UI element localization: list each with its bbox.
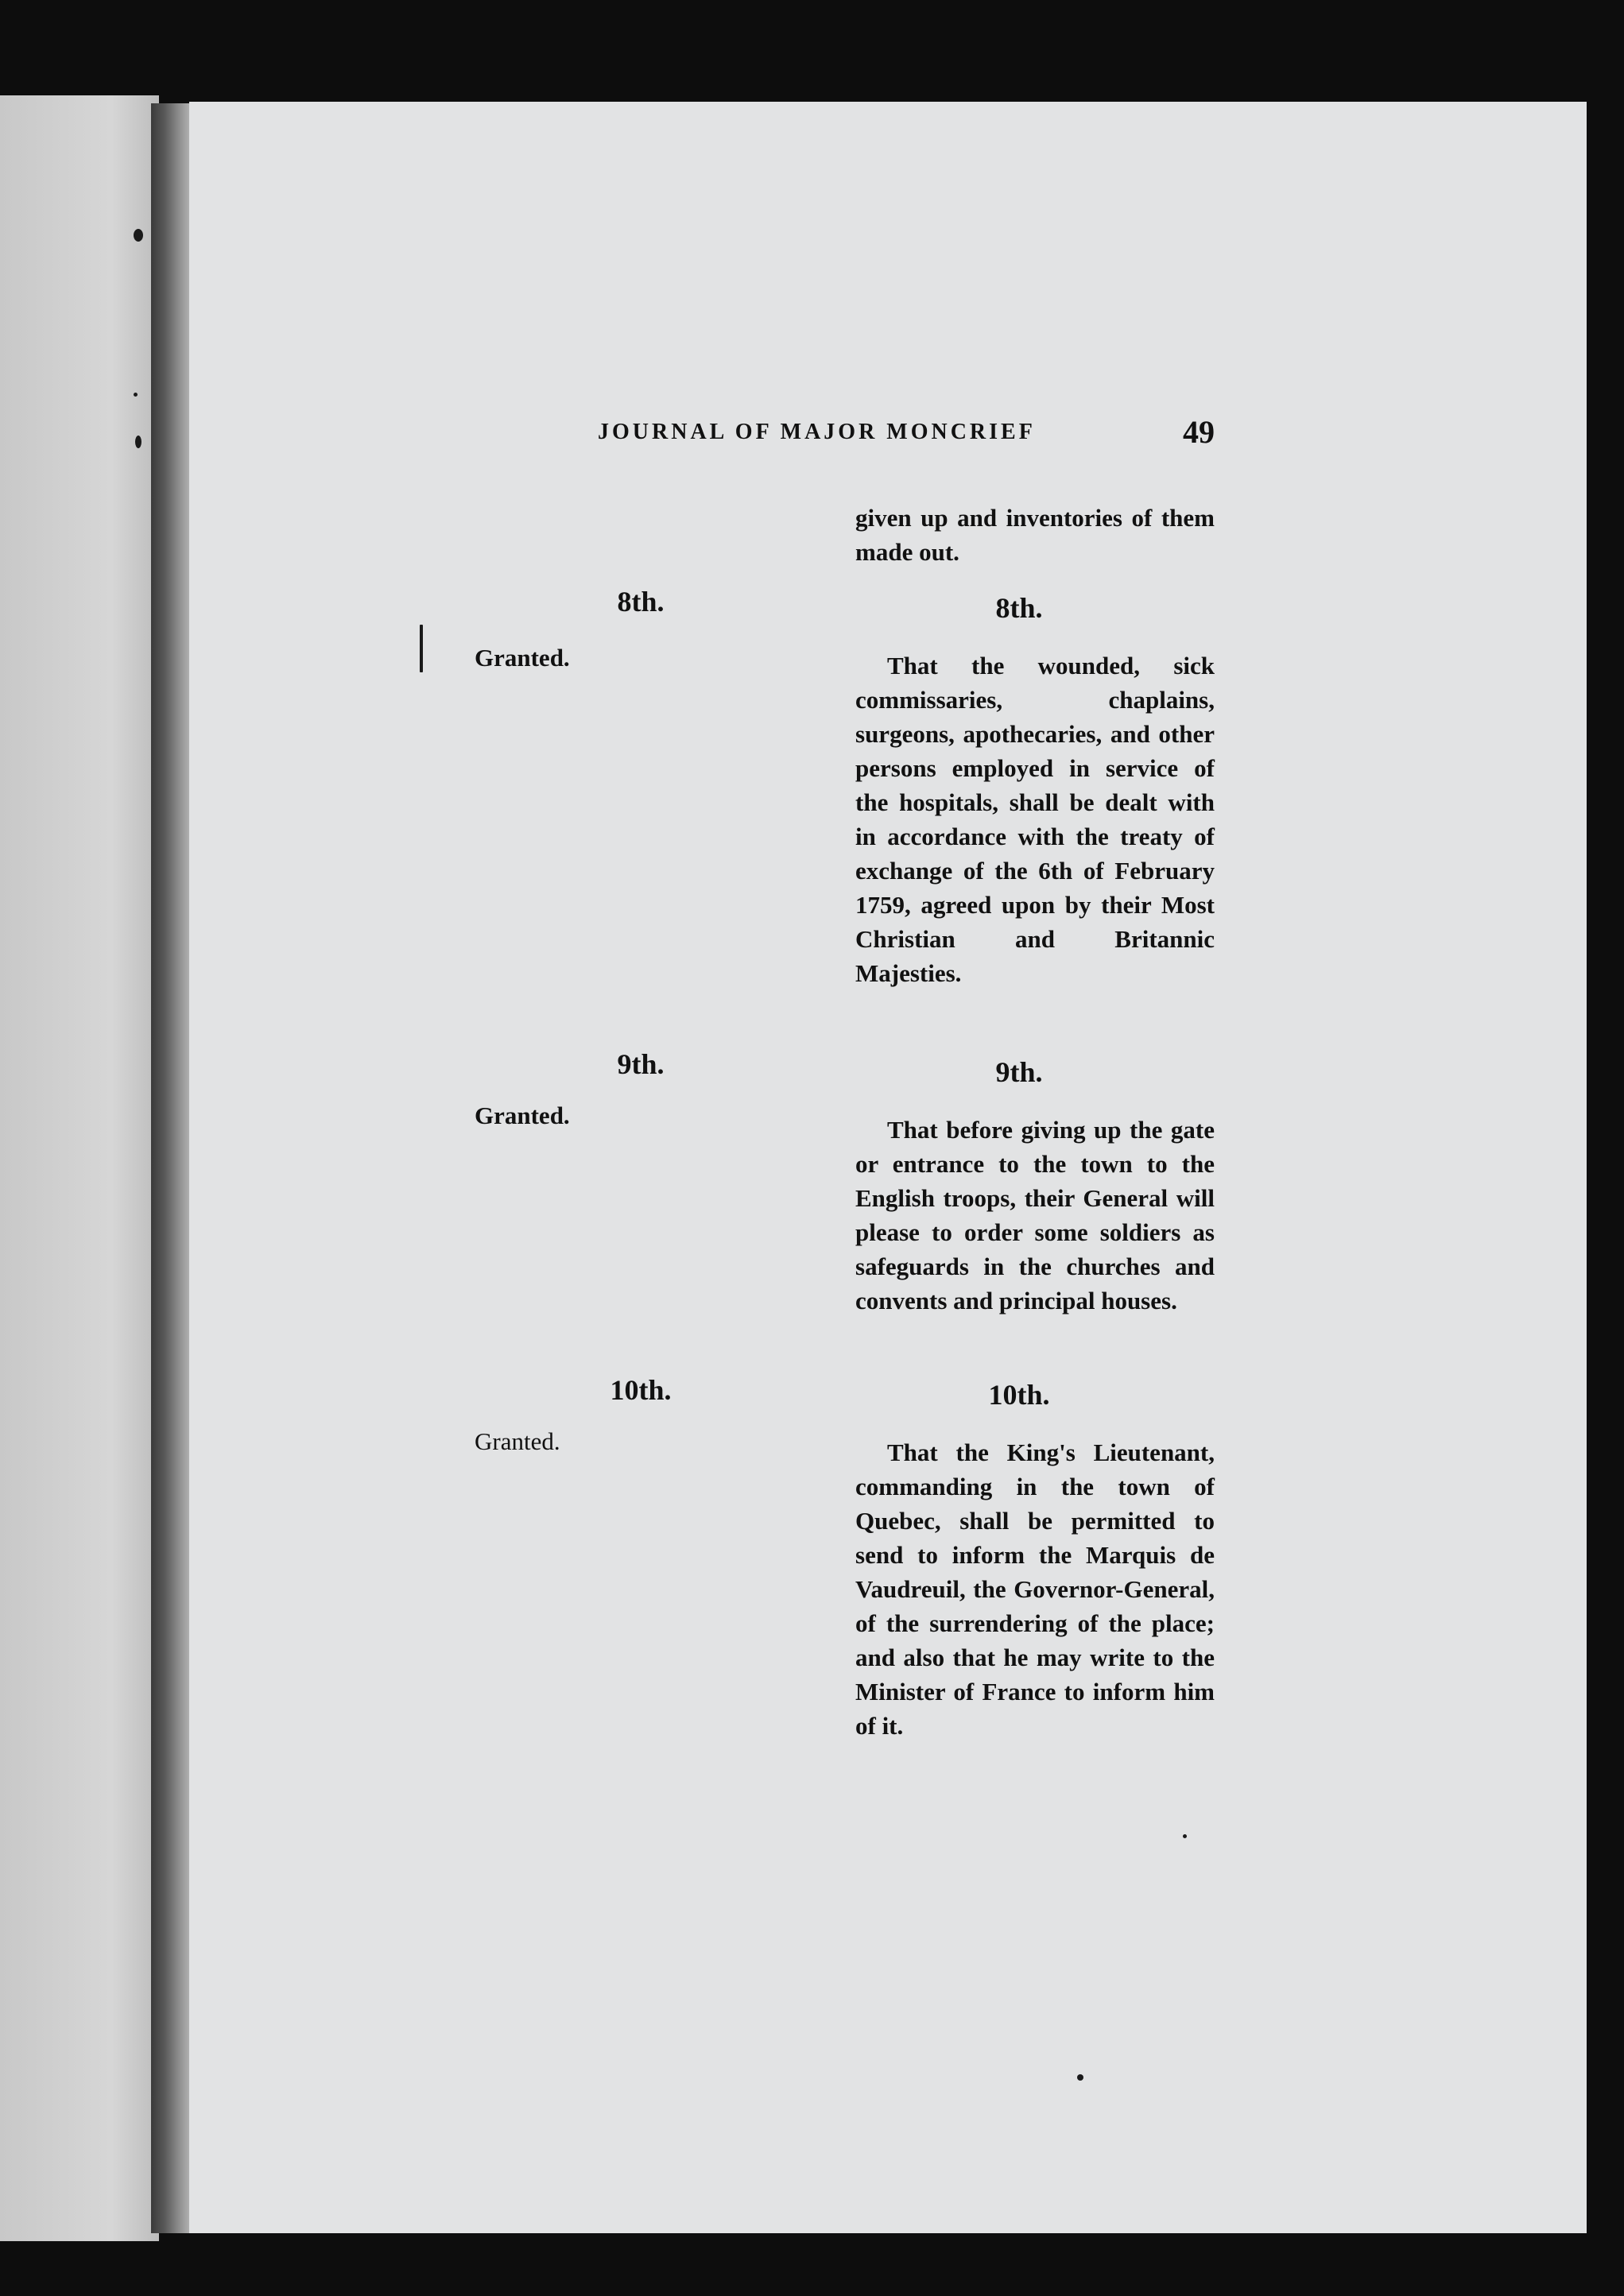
margin-speck: [134, 229, 143, 242]
running-head: JOURNAL OF MAJOR MONCRIEF: [598, 420, 1036, 444]
page-speck: [1183, 1834, 1187, 1838]
margin-speck: [134, 393, 138, 397]
article-number-right: 8th.: [995, 592, 1043, 624]
article-response: Granted.: [475, 1427, 560, 1455]
article-number-right: 10th.: [988, 1379, 1050, 1411]
article-text: That before giving up the gate or entrance to the town to the English troops, their General will please to order some soldiers as safeguards in the churches and convents and principal houses.: [855, 1116, 1215, 1314]
article-number-left: 10th.: [610, 1374, 672, 1406]
page-number: 49: [1183, 414, 1215, 450]
page-speck: [1077, 2074, 1083, 2081]
article-number-right: 9th.: [995, 1056, 1043, 1088]
article-text: That the King's Lieutenant, commanding in the town of Quebec, shall be permitted to send to inform the Marquis de Vaudreuil, the Governor-General, of the surrendering of the place; and also that he may write to the Minister of France to inform him of it.: [855, 1438, 1215, 1740]
article-text: That the wounded, sick commissaries, chaplains, surgeons, apothecaries, and other persons employed in service of the hospitals, shall be dealt with in accordance with the treaty of exchange of the 6th of February 1759, agreed upon by their Most Christian and Britannic Majesties.: [855, 652, 1215, 987]
article-number-left: 9th.: [617, 1048, 665, 1080]
facing-page-edge: [0, 95, 159, 2241]
article-response: Granted.: [475, 644, 570, 672]
article-number-left: 8th.: [617, 586, 665, 618]
page-mark: [420, 625, 423, 672]
book-binding-shadow: [151, 103, 191, 2233]
article-response: Granted.: [475, 1102, 570, 1129]
margin-speck: [135, 436, 141, 448]
continuation-text: given up and inventories of them made out.: [855, 504, 1215, 566]
